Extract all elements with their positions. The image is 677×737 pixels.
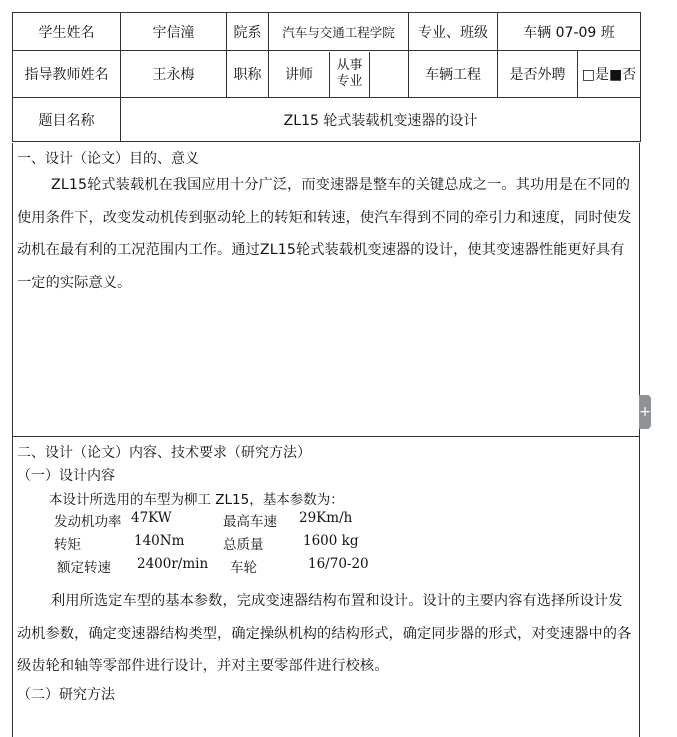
topic-label: 题目名称 [13, 98, 121, 142]
student-name-label: 学生姓名 [13, 13, 121, 51]
advisor-value: 王永梅 [121, 51, 227, 98]
speed-value: 29Km/h [299, 510, 353, 526]
mass-label: 总质量 [223, 537, 264, 553]
title-label: 职称 [227, 51, 269, 98]
speed-label: 最高车速 [223, 514, 277, 530]
external-label: 是否外聘 [498, 51, 578, 98]
expand-side-tab[interactable] [639, 395, 651, 429]
design-content-subheading: （一）设计内容 [17, 468, 115, 484]
info-table [12, 12, 641, 142]
table-row [13, 98, 641, 142]
rpm-value: 2400r/min [137, 556, 209, 572]
purpose-heading: 一、设计（论文）目的、意义 [17, 151, 199, 167]
major-class-label: 专业、班级 [409, 13, 498, 51]
document-page [12, 12, 640, 732]
wheel-value: 16/70-20 [308, 556, 369, 572]
torque-label: 转矩 [54, 537, 81, 553]
external-yes-checkbox[interactable]: □是 [581, 67, 609, 83]
field-label-line1: 从事 [336, 58, 363, 73]
content-section [12, 437, 640, 737]
content-paragraph: 利用所选定车型的基本参数，完成变速器结构布置和设计。设计的主要内容有选择所设计发动机参数，确定变速器结构类型，确定操纵机构的结构形式，确定同步器的形式，对变速器中的各级齿轮和轴等零部件进行设计，并对主要零部件进行校核。 [17, 593, 632, 674]
purpose-paragraph: ZL15轮式装载机在我国应用十分广泛，而变速器是整车的关键总成之一。其功用是在不同的使用条件下，改变发动机传到驱动轮上的转矩和转速，使汽车得到不同的牵引力和速度，同时使发动机在最有利的工况范围内工作。通过ZL15轮式装载机变速器的设计，使其变速器性能更好具有一定的实际意义。 [17, 177, 632, 291]
content-heading: 二、设计（论文）内容、技术要求（研究方法） [17, 445, 311, 461]
major-class-value: 车辆 07-09 班 [498, 13, 641, 51]
title-field-cell [269, 51, 409, 98]
purpose-section [12, 143, 640, 437]
wheel-label: 车轮 [230, 560, 257, 576]
external-options [578, 51, 641, 98]
power-label: 发动机功率 [54, 514, 122, 530]
field-label-line2: 专业 [336, 74, 363, 89]
external-no-checkbox[interactable]: ■否 [609, 67, 637, 83]
research-method-subheading: （二）研究方法 [17, 687, 115, 703]
mass-value: 1600 kg [303, 533, 359, 549]
table-row [13, 51, 641, 98]
topic-value: ZL15 轮式装载机变速器的设计 [121, 98, 641, 142]
torque-value: 140Nm [134, 533, 185, 549]
power-value: 47KW [131, 510, 172, 526]
params-intro: 本设计所选用的车型为柳工 ZL15，基本参数为： [49, 492, 344, 508]
plus-icon: + [639, 404, 651, 420]
department-label: 院系 [227, 13, 269, 51]
advisor-label: 指导教师姓名 [13, 51, 121, 98]
student-name-value: 宇信潼 [121, 13, 227, 51]
title-value: 讲师 [269, 52, 330, 97]
field-value: 车辆工程 [409, 51, 498, 98]
field-label [330, 52, 370, 97]
department-value: 汽车与交通工程学院 [269, 13, 409, 51]
rpm-label: 额定转速 [57, 560, 111, 576]
table-row [13, 13, 641, 51]
